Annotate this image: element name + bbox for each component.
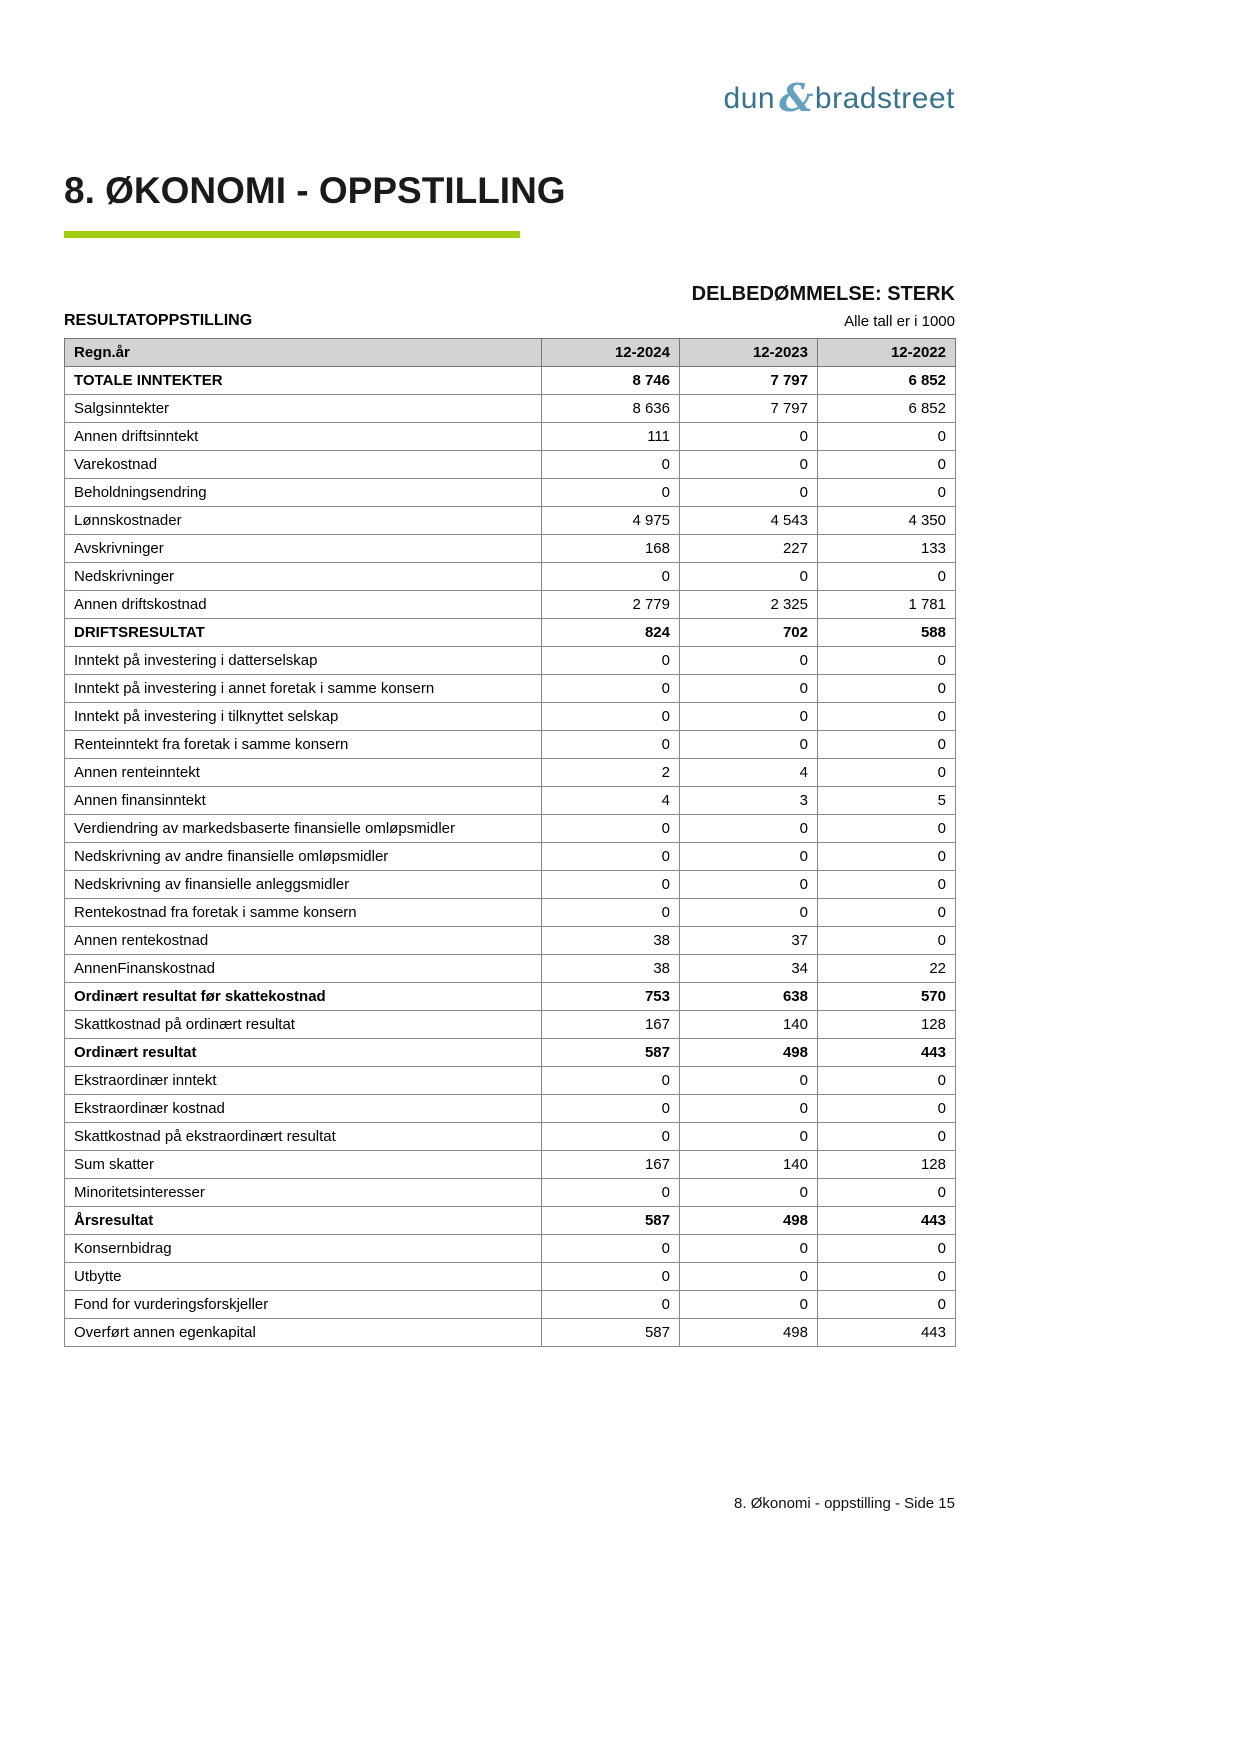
row-value: 227 (680, 535, 818, 563)
row-value: 443 (818, 1319, 956, 1347)
table-row (65, 927, 956, 955)
row-value: 0 (680, 1263, 818, 1291)
row-label: AnnenFinanskostnad (65, 955, 542, 983)
row-value: 0 (818, 927, 956, 955)
row-label: TOTALE INNTEKTER (65, 367, 542, 395)
row-value: 34 (680, 955, 818, 983)
table-row (65, 1123, 956, 1151)
row-value: 0 (542, 1263, 680, 1291)
table-body (65, 367, 956, 1347)
row-value: 128 (818, 1151, 956, 1179)
table-row (65, 1235, 956, 1263)
row-value: 0 (818, 1095, 956, 1123)
row-value: 111 (542, 423, 680, 451)
row-value: 0 (680, 1067, 818, 1095)
row-label: Skattkostnad på ordinært resultat (65, 1011, 542, 1039)
row-label: Ordinært resultat (65, 1039, 542, 1067)
row-label: Fond for vurderingsforskjeller (65, 1291, 542, 1319)
row-value: 0 (818, 1123, 956, 1151)
row-label: Ekstraordinær kostnad (65, 1095, 542, 1123)
row-value: 638 (680, 983, 818, 1011)
row-value: 0 (818, 1179, 956, 1207)
row-label: Utbytte (65, 1263, 542, 1291)
table-row (65, 1151, 956, 1179)
row-value: 22 (818, 955, 956, 983)
row-value: 128 (818, 1011, 956, 1039)
row-label: Varekostnad (65, 451, 542, 479)
row-value: 0 (818, 1067, 956, 1095)
row-value: 0 (542, 675, 680, 703)
row-value: 0 (542, 1291, 680, 1319)
row-label: Konsernbidrag (65, 1235, 542, 1263)
row-value: 0 (542, 647, 680, 675)
row-value: 0 (818, 1291, 956, 1319)
row-label: Annen renteinntekt (65, 759, 542, 787)
row-value: 0 (542, 451, 680, 479)
row-value: 0 (818, 703, 956, 731)
row-value: 0 (680, 1095, 818, 1123)
row-value: 0 (680, 1123, 818, 1151)
table-row (65, 955, 956, 983)
row-value: 7 797 (680, 395, 818, 423)
row-value: 570 (818, 983, 956, 1011)
table-row (65, 815, 956, 843)
row-value: 443 (818, 1207, 956, 1235)
page-title: 8. ØKONOMI - OPPSTILLING (64, 170, 566, 211)
row-label: Annen finansinntekt (65, 787, 542, 815)
row-value: 0 (680, 843, 818, 871)
row-value: 0 (818, 1263, 956, 1291)
column-header-year: 12-2023 (680, 339, 818, 367)
row-value: 0 (818, 563, 956, 591)
row-value: 0 (818, 871, 956, 899)
page-footer: 8. Økonomi - oppstilling - Side 15 (734, 1495, 955, 1512)
table-row (65, 1067, 956, 1095)
row-label: Nedskrivning av finansielle anleggsmidler (65, 871, 542, 899)
row-value: 0 (680, 1291, 818, 1319)
row-value: 0 (818, 479, 956, 507)
table-row (65, 1011, 956, 1039)
row-value: 140 (680, 1151, 818, 1179)
row-value: 0 (542, 871, 680, 899)
row-value: 0 (680, 871, 818, 899)
row-value: 0 (680, 731, 818, 759)
table-row (65, 1319, 956, 1347)
row-value: 0 (680, 479, 818, 507)
row-value: 0 (680, 1179, 818, 1207)
row-label: Ordinært resultat før skattekostnad (65, 983, 542, 1011)
table-row (65, 591, 956, 619)
row-value: 587 (542, 1039, 680, 1067)
table-row (65, 647, 956, 675)
row-value: 0 (542, 1235, 680, 1263)
row-value: 0 (680, 423, 818, 451)
row-value: 6 852 (818, 367, 956, 395)
income-statement-table (64, 338, 956, 1347)
table-row (65, 759, 956, 787)
table-row (65, 1207, 956, 1235)
row-value: 168 (542, 535, 680, 563)
row-label: Salgsinntekter (65, 395, 542, 423)
row-label: Inntekt på investering i tilknyttet selskap (65, 703, 542, 731)
table-row (65, 367, 956, 395)
row-label: Årsresultat (65, 1207, 542, 1235)
row-label: Avskrivninger (65, 535, 542, 563)
row-value: 167 (542, 1151, 680, 1179)
row-value: 0 (680, 899, 818, 927)
row-value: 8 636 (542, 395, 680, 423)
row-label: Ekstraordinær inntekt (65, 1067, 542, 1095)
row-label: Lønnskostnader (65, 507, 542, 535)
row-value: 0 (680, 815, 818, 843)
row-label: Nedskrivning av andre finansielle omløpsmidler (65, 843, 542, 871)
title-underline-bar (64, 231, 520, 238)
table-row (65, 983, 956, 1011)
row-value: 443 (818, 1039, 956, 1067)
table-row (65, 703, 956, 731)
row-value: 0 (818, 423, 956, 451)
column-header-year: 12-2024 (542, 339, 680, 367)
table-row (65, 1039, 956, 1067)
row-value: 498 (680, 1207, 818, 1235)
row-value: 6 852 (818, 395, 956, 423)
column-header-label: Regn.år (65, 339, 542, 367)
row-label: Renteinntekt fra foretak i samme konsern (65, 731, 542, 759)
row-value: 0 (818, 647, 956, 675)
table-row (65, 787, 956, 815)
logo-text-dun: dun (723, 82, 776, 115)
table-row (65, 1263, 956, 1291)
table-row (65, 899, 956, 927)
column-header-year: 12-2022 (818, 339, 956, 367)
row-label: Verdiendring av markedsbaserte finansielle omløpsmidler (65, 815, 542, 843)
row-value: 4 543 (680, 507, 818, 535)
row-value: 587 (542, 1207, 680, 1235)
table-row (65, 1095, 956, 1123)
table-header (65, 339, 956, 367)
row-value: 4 (542, 787, 680, 815)
row-value: 0 (818, 759, 956, 787)
row-label: Nedskrivninger (65, 563, 542, 591)
row-value: 498 (680, 1039, 818, 1067)
row-value: 0 (542, 703, 680, 731)
row-value: 0 (542, 479, 680, 507)
row-value: 0 (818, 731, 956, 759)
row-value: 2 325 (680, 591, 818, 619)
table-row (65, 535, 956, 563)
row-value: 0 (542, 1067, 680, 1095)
row-label: Minoritetsinteresser (65, 1179, 542, 1207)
row-value: 753 (542, 983, 680, 1011)
row-value: 1 781 (818, 591, 956, 619)
table-row (65, 675, 956, 703)
row-value: 7 797 (680, 367, 818, 395)
row-value: 0 (680, 675, 818, 703)
row-label: Annen rentekostnad (65, 927, 542, 955)
row-label: Rentekostnad fra foretak i samme konsern (65, 899, 542, 927)
row-value: 0 (680, 647, 818, 675)
table-row (65, 843, 956, 871)
row-value: 824 (542, 619, 680, 647)
row-value: 0 (542, 731, 680, 759)
dun-bradstreet-logo (723, 72, 955, 120)
row-value: 0 (542, 1179, 680, 1207)
row-value: 0 (818, 1235, 956, 1263)
row-value: 0 (818, 843, 956, 871)
row-value: 2 779 (542, 591, 680, 619)
row-value: 0 (818, 899, 956, 927)
row-value: 4 975 (542, 507, 680, 535)
row-value: 5 (818, 787, 956, 815)
table-row (65, 451, 956, 479)
row-value: 0 (542, 1123, 680, 1151)
row-value: 167 (542, 1011, 680, 1039)
row-value: 38 (542, 927, 680, 955)
table-header-row (65, 339, 956, 367)
table-row (65, 423, 956, 451)
row-value: 4 (680, 759, 818, 787)
assessment-heading: DELBEDØMMELSE: STERK (691, 283, 955, 305)
row-label: Sum skatter (65, 1151, 542, 1179)
row-label: Beholdningsendring (65, 479, 542, 507)
row-value: 0 (542, 815, 680, 843)
row-value: 0 (542, 563, 680, 591)
table-row (65, 395, 956, 423)
row-label: Annen driftsinntekt (65, 423, 542, 451)
row-value: 2 (542, 759, 680, 787)
row-label: DRIFTSRESULTAT (65, 619, 542, 647)
row-value: 0 (680, 563, 818, 591)
logo-text-bradstreet: bradstreet (814, 82, 955, 115)
row-value: 133 (818, 535, 956, 563)
row-label: Annen driftskostnad (65, 591, 542, 619)
row-value: 0 (542, 1095, 680, 1123)
table-caption: RESULTATOPPSTILLING (64, 312, 253, 329)
row-value: 702 (680, 619, 818, 647)
row-value: 587 (542, 1319, 680, 1347)
row-label: Skattkostnad på ekstraordinært resultat (65, 1123, 542, 1151)
row-value: 0 (818, 815, 956, 843)
row-value: 37 (680, 927, 818, 955)
row-value: 0 (680, 451, 818, 479)
logo-ampersand-icon: & (779, 75, 814, 120)
row-value: 0 (818, 675, 956, 703)
table-row (65, 1179, 956, 1207)
row-label: Inntekt på investering i annet foretak i samme konsern (65, 675, 542, 703)
row-value: 8 746 (542, 367, 680, 395)
row-label: Overført annen egenkapital (65, 1319, 542, 1347)
table-row (65, 619, 956, 647)
row-value: 3 (680, 787, 818, 815)
table-row (65, 479, 956, 507)
table-row (65, 563, 956, 591)
row-value: 0 (680, 703, 818, 731)
row-value: 498 (680, 1319, 818, 1347)
row-value: 588 (818, 619, 956, 647)
table-row (65, 731, 956, 759)
row-value: 0 (680, 1235, 818, 1263)
row-value: 0 (542, 843, 680, 871)
row-value: 4 350 (818, 507, 956, 535)
row-label: Inntekt på investering i datterselskap (65, 647, 542, 675)
row-value: 38 (542, 955, 680, 983)
table-meta-row (64, 312, 955, 330)
table-row (65, 507, 956, 535)
row-value: 0 (818, 451, 956, 479)
table-row (65, 1291, 956, 1319)
row-value: 0 (542, 899, 680, 927)
row-value: 140 (680, 1011, 818, 1039)
table-row (65, 871, 956, 899)
table-unit-note: Alle tall er i 1000 (844, 313, 955, 330)
header-row (64, 0, 955, 120)
